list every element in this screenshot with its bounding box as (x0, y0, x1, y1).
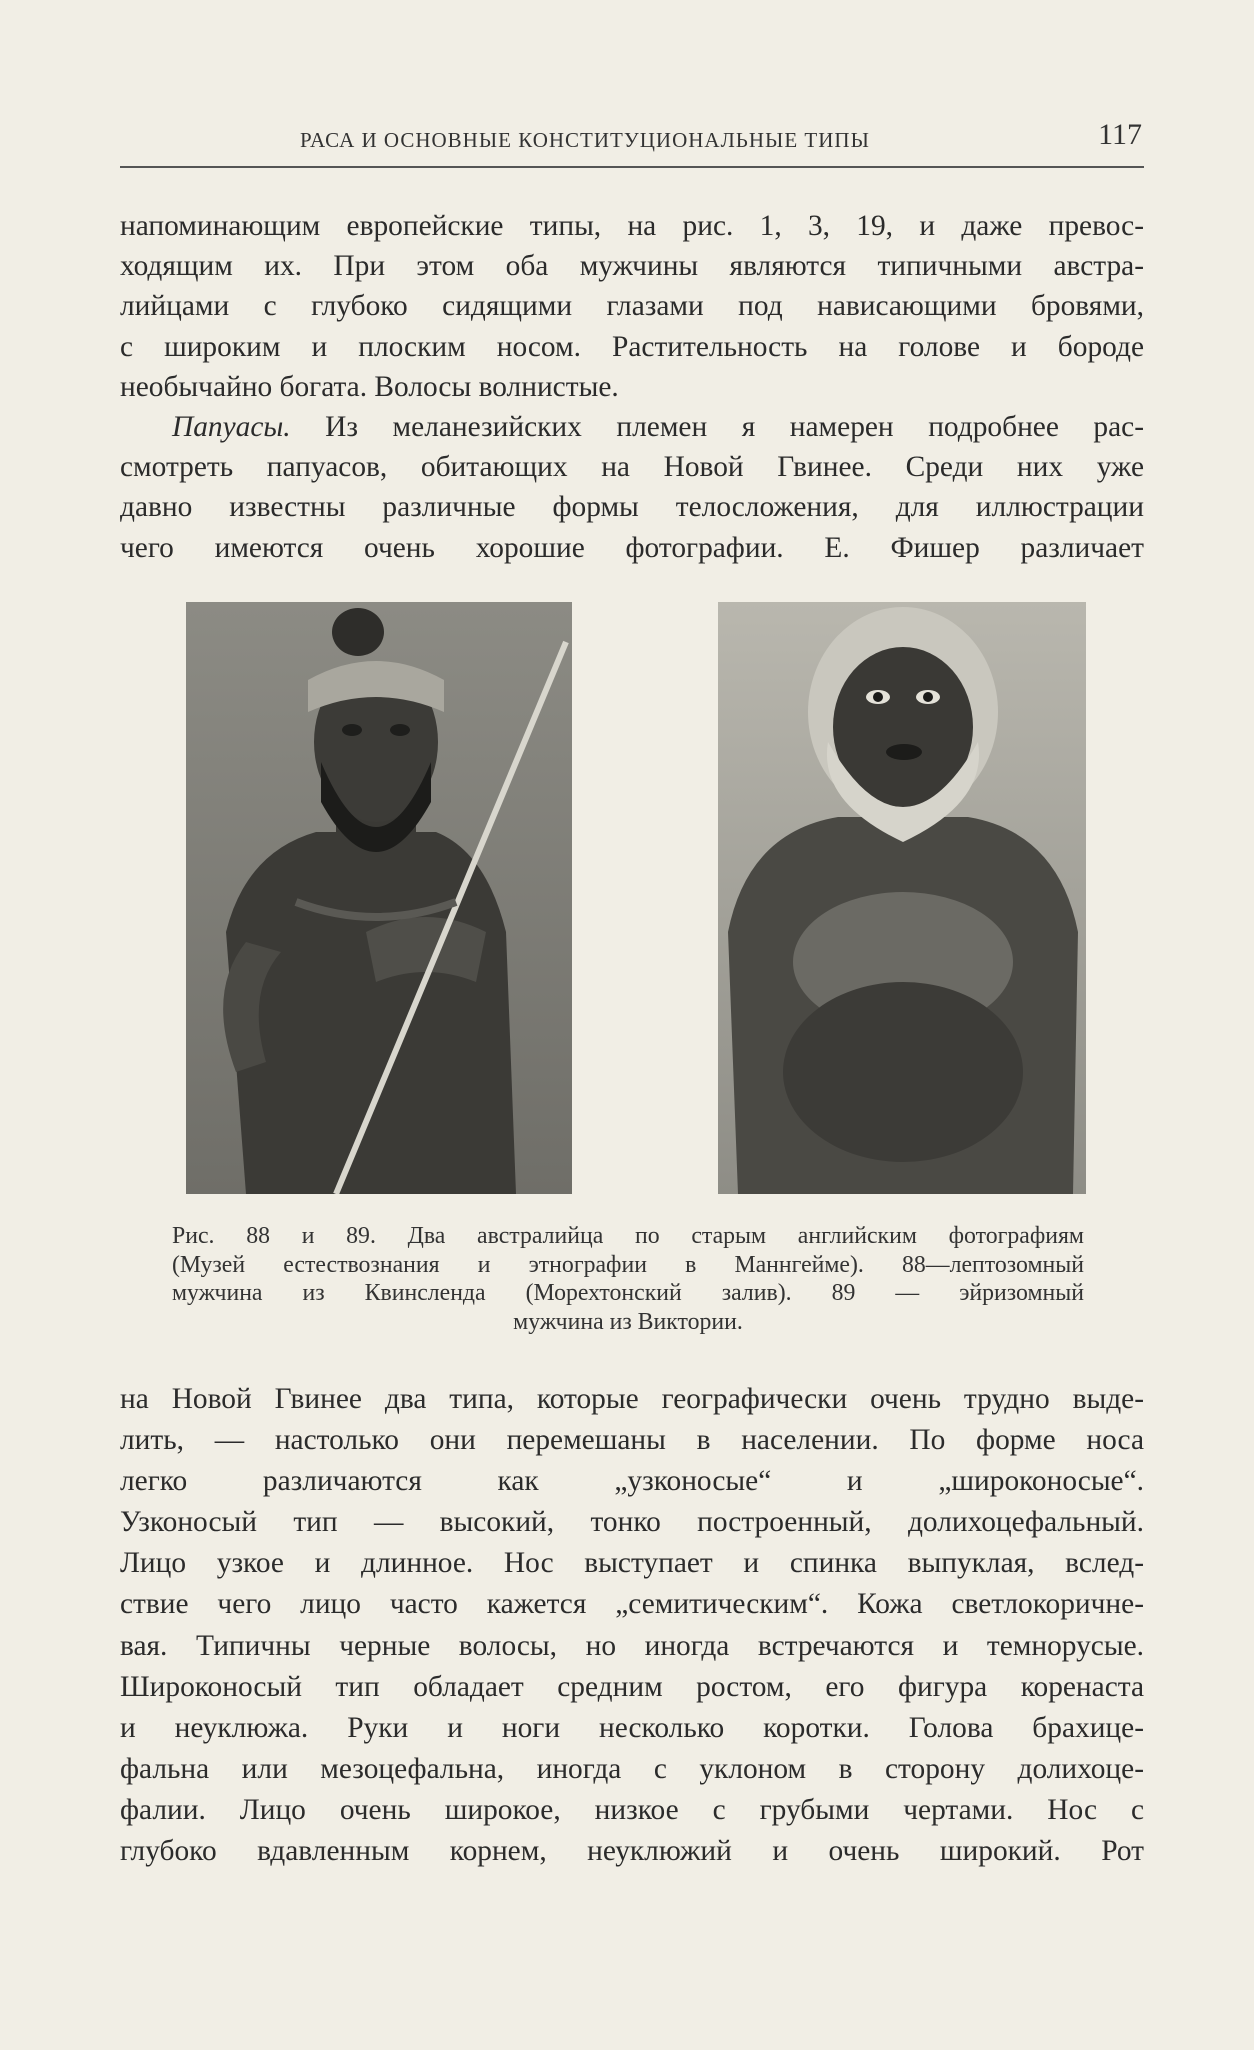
caption-line: Рис. 88 и 89. Два австралийца по старым английским фотографиям (172, 1223, 1084, 1249)
photo-eurysomic-man (718, 602, 1086, 1194)
text-line: напоминающим европейские типы, на рис. 1, 3, 19, и даже превос- (120, 210, 1144, 242)
papuans-first-line (120, 407, 1144, 447)
page-header (120, 118, 1144, 168)
text-line: ходящим их. При этом оба мужчины являются типичными австра- (120, 250, 1144, 283)
text-line: фалии. Лицо очень широкое, низкое с грубыми чертами. Нос с (120, 1793, 1144, 1826)
caption-line: мужчина из Виктории. (513, 1308, 743, 1335)
text-line: на Новой Гвинее два типа, которые географически очень трудно выде- (120, 1383, 1144, 1415)
photo-leptosomic-man (186, 602, 572, 1194)
text-line: необычайно богата. Волосы волнистые. (120, 370, 619, 403)
text-line: Узконосый тип — высокий, тонко построенный, долихоцефальный. (120, 1506, 1144, 1539)
body-text-top (120, 206, 1144, 568)
text-line: ствие чего лицо часто кажется „семитическим“. Кожа светлокоричне- (120, 1588, 1144, 1621)
text-line: чего имеются очень хорошие фотографии. Е. Фишер различает (120, 531, 1144, 564)
text-line: Лицо узкое и длинное. Нос выступает и спинка выпуклая, вслед- (120, 1547, 1144, 1580)
text-line-rest: Из меланезийских племен я намерен подробнее рас- (290, 410, 1144, 443)
text-line: с широким и плоским носом. Растительность на голове и бороде (120, 330, 1144, 363)
text-line: фальна или мезоцефальна, иногда с уклоном в сторону долихоце- (120, 1752, 1144, 1785)
photo-figure-89 (718, 602, 1086, 1194)
body-text-bottom (120, 1379, 1144, 1872)
text-line: вая. Типичны черные волосы, но иногда встречаются и темнорусые. (120, 1629, 1144, 1662)
text-line: легко различаются как „узконосые“ и „широконосые“. (120, 1465, 1144, 1498)
page-number: 117 (1098, 118, 1142, 151)
section-heading-papuans: Папуасы. (172, 410, 291, 443)
text-line: давно известны различные формы телосложения, для иллюстрации (120, 491, 1144, 524)
text-line: лийцами с глубоко сидящими глазами под нависающими бровями, (120, 290, 1144, 323)
text-line: Широконосый тип обладает средним ростом, его фигура коренаста (120, 1670, 1144, 1703)
text-line: смотреть папуасов, обитающих на Новой Гвинее. Среди них уже (120, 451, 1144, 484)
figure-caption (172, 1222, 1084, 1336)
text-line: лить, — настолько они перемешаны в населении. По форме носа (120, 1424, 1144, 1457)
photo-figure-88 (186, 602, 572, 1194)
text-line: глубоко вдавленным корнем, неуклюжий и очень широкий. Рот (120, 1835, 1144, 1868)
caption-line: мужчина из Квинсленда (Морехтонский залив). 89 — эйризомный (172, 1280, 1084, 1306)
running-head: РАСА И ОСНОВНЫЕ КОНСТИТУЦИОНАЛЬНЫЕ ТИПЫ (300, 128, 870, 152)
caption-line: (Музей естествознания и этнографии в Маннгейме). 88—лептозомный (172, 1251, 1084, 1278)
text-line: и неуклюжа. Руки и ноги несколько коротки. Голова брахице- (120, 1711, 1144, 1744)
